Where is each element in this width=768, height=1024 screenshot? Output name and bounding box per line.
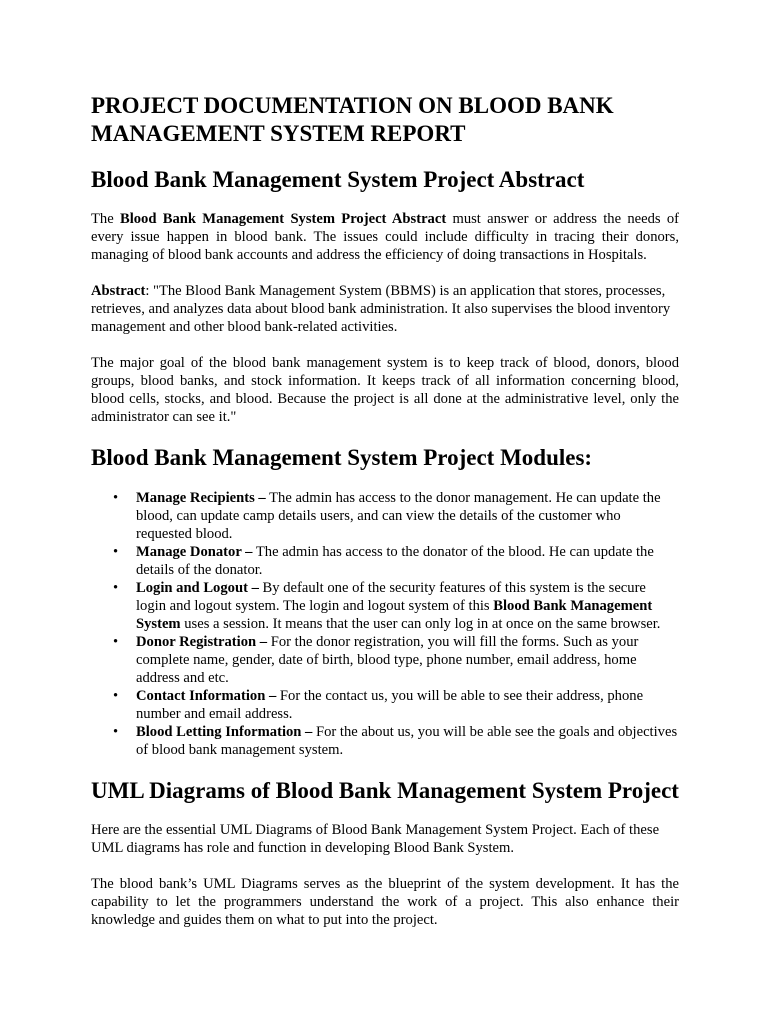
abstract-p1-bold: Blood Bank Management System Project Abstract — [119, 211, 447, 227]
bullet-icon: • — [113, 544, 119, 560]
module-description: For the contact us, you will be able to see their address, phone number and email address. — [136, 688, 644, 722]
module-name: Login and Logout – — [136, 580, 259, 596]
module-name: Blood Letting Information – — [136, 724, 313, 740]
bullet-icon: • — [113, 724, 119, 740]
bullet-icon: • — [113, 688, 119, 704]
uml-paragraph-1: Here are the essential UML Diagrams of Blood Bank Management System Project. Each of these UML diagrams has role and function in developing Blood Bank System. — [91, 822, 660, 856]
module-description: For the donor registration, you will fill the forms. Such as your complete name, gender, date of birth, blood type, phone number, email address, home address and etc. — [136, 634, 639, 686]
module-name: Contact Information – — [136, 688, 277, 704]
uml-paragraph-2: The blood bank’s UML Diagrams serves as the blueprint of the system development. It has the capability to let the programmers understand the work of a project. This also enhance their knowledge and guides them on what to put into the project. — [91, 876, 679, 928]
abstract-label: Abstract — [91, 283, 146, 299]
modules-heading: Blood Bank Management System Project Modules: — [91, 445, 593, 470]
abstract-paragraph-1 — [91, 210, 679, 264]
module-description: For the about us, you will be able see the goals and objectives of blood bank management system. — [136, 724, 678, 758]
abstract-p2-text: : "The Blood Bank Management System (BBMS) is an application that stores, processes, retrieves, and analyzes data about blood bank administration. It also supervises the blood inventory management and other blood bank-related activities. — [91, 283, 671, 335]
list-item — [91, 489, 679, 543]
module-description: The admin has access to the donator of the blood. He can update the details of the donator. — [136, 544, 654, 578]
list-item — [91, 687, 679, 723]
list-item — [91, 723, 679, 759]
list-item — [91, 633, 679, 687]
module-description: The admin has access to the donor management. He can update the blood, can update camp details users, and can view the details of the customer who requested blood. — [136, 490, 661, 542]
bullet-icon: • — [113, 580, 119, 596]
module-name: Manage Donator – — [136, 544, 253, 560]
module-description: By default one of the security features of this system is the secure login and logout system. The login and logout system of this — [136, 580, 646, 614]
bullet-icon: • — [113, 490, 119, 506]
modules-list — [91, 489, 679, 759]
module-name: Donor Registration – — [136, 634, 268, 650]
document-content — [91, 92, 679, 947]
module-description-cont: uses a session. It means that the user can only log in at once on the same browser. — [180, 616, 661, 632]
module-inline-bold: Blood Bank Management System — [136, 598, 653, 632]
document-title: PROJECT DOCUMENTATION ON BLOOD BANK MANAGEMENT SYSTEM REPORT — [91, 93, 614, 146]
list-item — [91, 579, 679, 633]
uml-heading: UML Diagrams of Blood Bank Management System Project — [91, 778, 679, 803]
abstract-p1-post: must answer or address the needs of every issue happen in blood bank. The issues could include difficulty in tracing their donors, managing of blood bank accounts and address the efficiency of doing transactions in Hospitals. — [91, 211, 679, 263]
abstract-heading: Blood Bank Management System Project Abstract — [91, 167, 585, 192]
abstract-p1-pre: The — [91, 211, 120, 227]
list-item — [91, 543, 679, 579]
abstract-paragraph-3: The major goal of the blood bank management system is to keep track of blood, donors, blood groups, blood banks, and stock information. It keeps track of all information concerning blood, blood cells, stocks, and blood. Because the project is all done at the administrative level, only the administrator can see it." — [91, 355, 679, 425]
abstract-paragraph-2 — [91, 282, 679, 336]
bullet-icon: • — [113, 634, 119, 650]
module-name: Manage Recipients – — [136, 490, 266, 506]
